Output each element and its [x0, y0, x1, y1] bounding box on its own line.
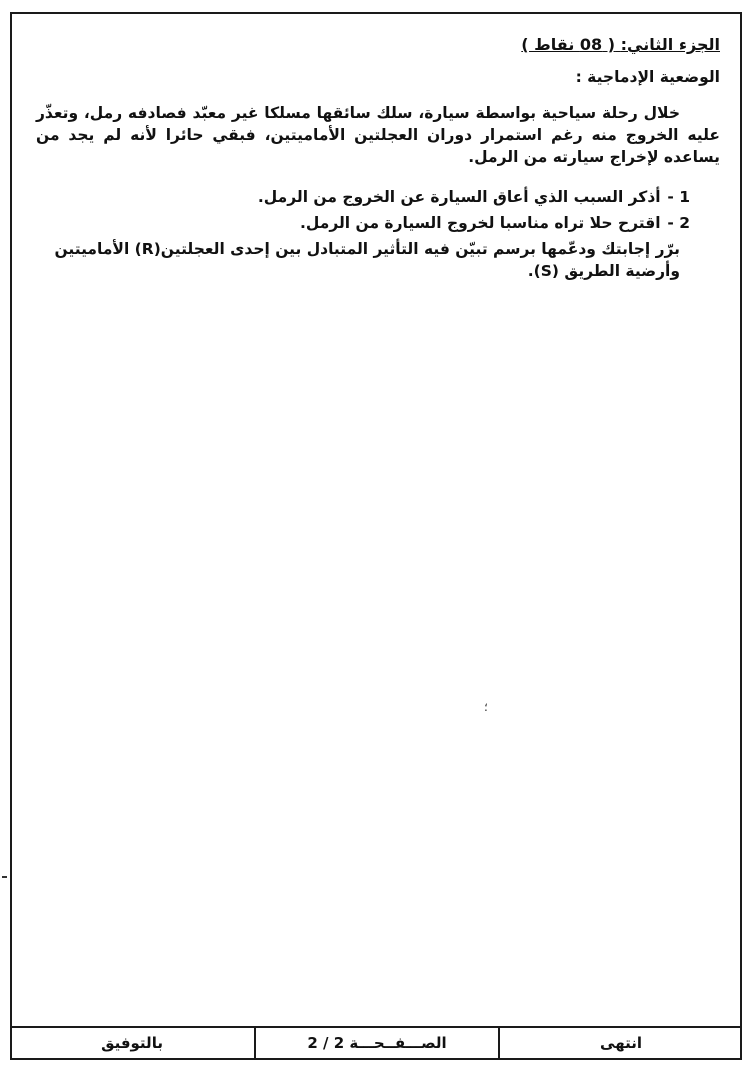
section-heading — [36, 34, 720, 56]
section-title: الجزء الثاني: — [620, 35, 720, 54]
question-number: 2 - — [667, 214, 690, 232]
footer-end-label: انتهى — [498, 1028, 742, 1058]
footer-good-luck: بالتوفيق — [101, 1034, 163, 1052]
exam-content — [36, 34, 720, 286]
question-note: برّر إجابتك ودعّمها برسم تبيّن فيه التأثير المتبادل بين إحدى العجلتين(R) الأماميتين وأرضية الطريق (S). — [54, 240, 680, 280]
situation-paragraph: خلال رحلة سياحية بواسطة سيارة، سلك سائقها مسلكا غير معبّد فصادفه رمل، وتعذّر عليه الخروج منه رغم استمرار دوران العجلتين الأماميتين، فبقي حائرا لأنه لم يجد من يساعده لإخراج سيارته من الرمل. — [36, 104, 720, 166]
situation-title: الوضعية الإدماجية : — [575, 68, 720, 86]
section-points: ( 08 نقاط ) — [521, 35, 616, 54]
question-text: اقترح حلا تراه مناسبا لخروج السيارة من الرمل. — [300, 214, 661, 232]
stray-mark: ؛ — [484, 700, 488, 714]
question-number: 1 - — [667, 188, 690, 206]
question-2 — [36, 212, 720, 234]
question-text: أذكر السبب الذي أعاق السيارة عن الخروج من الرمل. — [257, 188, 661, 206]
footer-page-number: الصـــفــحـــة 2 / 2 — [254, 1028, 498, 1058]
edge-tick — [2, 876, 7, 878]
question-1 — [36, 186, 720, 208]
page-footer — [10, 1026, 742, 1058]
